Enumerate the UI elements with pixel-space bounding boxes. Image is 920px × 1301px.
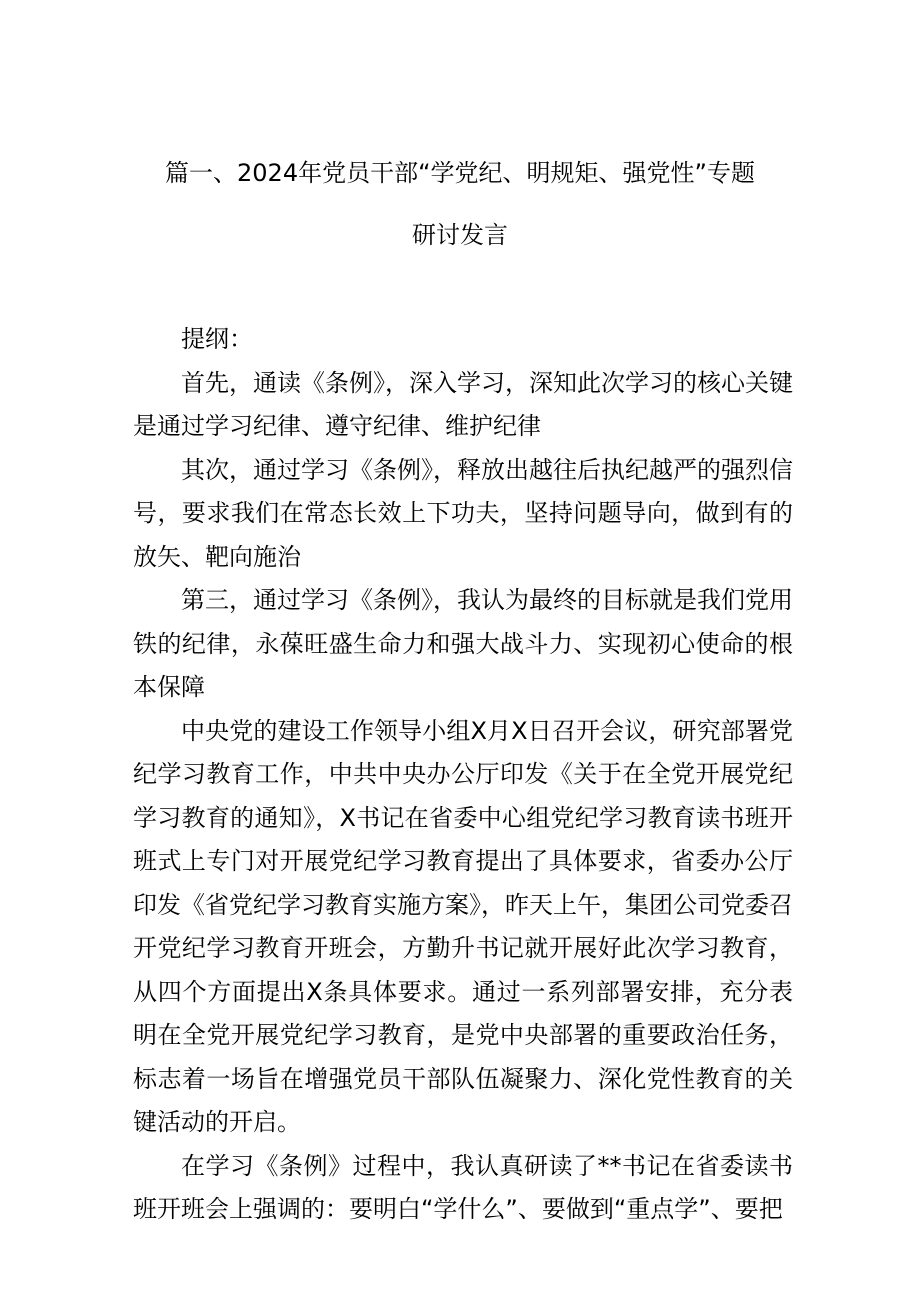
document-title-line-2: 研讨发言	[412, 221, 508, 249]
body-paragraph: 中央党的建设工作领导小组X月X日召开会议，研究部署党纪学习教育工作，中共中央办公厅印发《关于在全党开展党纪学习教育的通知》，X书记在省委中心组党纪学习教育读书班开班式上专门对开展党纪学习教育提出了具体要求，省委办公厅印发《省党纪学习教育实施方案》，昨天上午，集团公司党委召开党纪学习教育开班会，方勤升书记就开展好此次学习教育，从四个方面提出X条具体要求。通过一系列部署安排，充分表明在全党开展党纪学习教育，是党中央部署的重要政治任务，标志着一场旨在增强党员干部队伍凝聚力、深化党性教育的关键活动的开启。	[133, 716, 793, 1136]
document-body	[133, 318, 793, 1232]
outline-heading: 提纲：	[181, 325, 253, 353]
document-title-line-1: 篇一、2024年党员干部“学党纪、明规矩、强党性”专题	[165, 159, 755, 187]
body-paragraph: 在学习《条例》过程中，我认真研读了**书记在省委读书班开班会上强调的：要明白“学什么”、要做到“重点学”、要把	[133, 1151, 793, 1223]
outline-point-first: 首先，通读《条例》，深入学习，深知此次学习的核心关键是通过学习纪律、遵守纪律、维护纪律	[133, 368, 793, 440]
outline-point-second: 其次，通过学习《条例》，释放出越往后执纪越严的强烈信号，要求我们在常态长效上下功夫，坚持问题导向，做到有的放矢、靶向施治	[133, 455, 793, 571]
outline-point-third: 第三，通过学习《条例》，我认为最终的目标就是我们党用铁的纪律，永葆旺盛生命力和强大战斗力、实现初心使命的根本保障	[133, 586, 793, 701]
